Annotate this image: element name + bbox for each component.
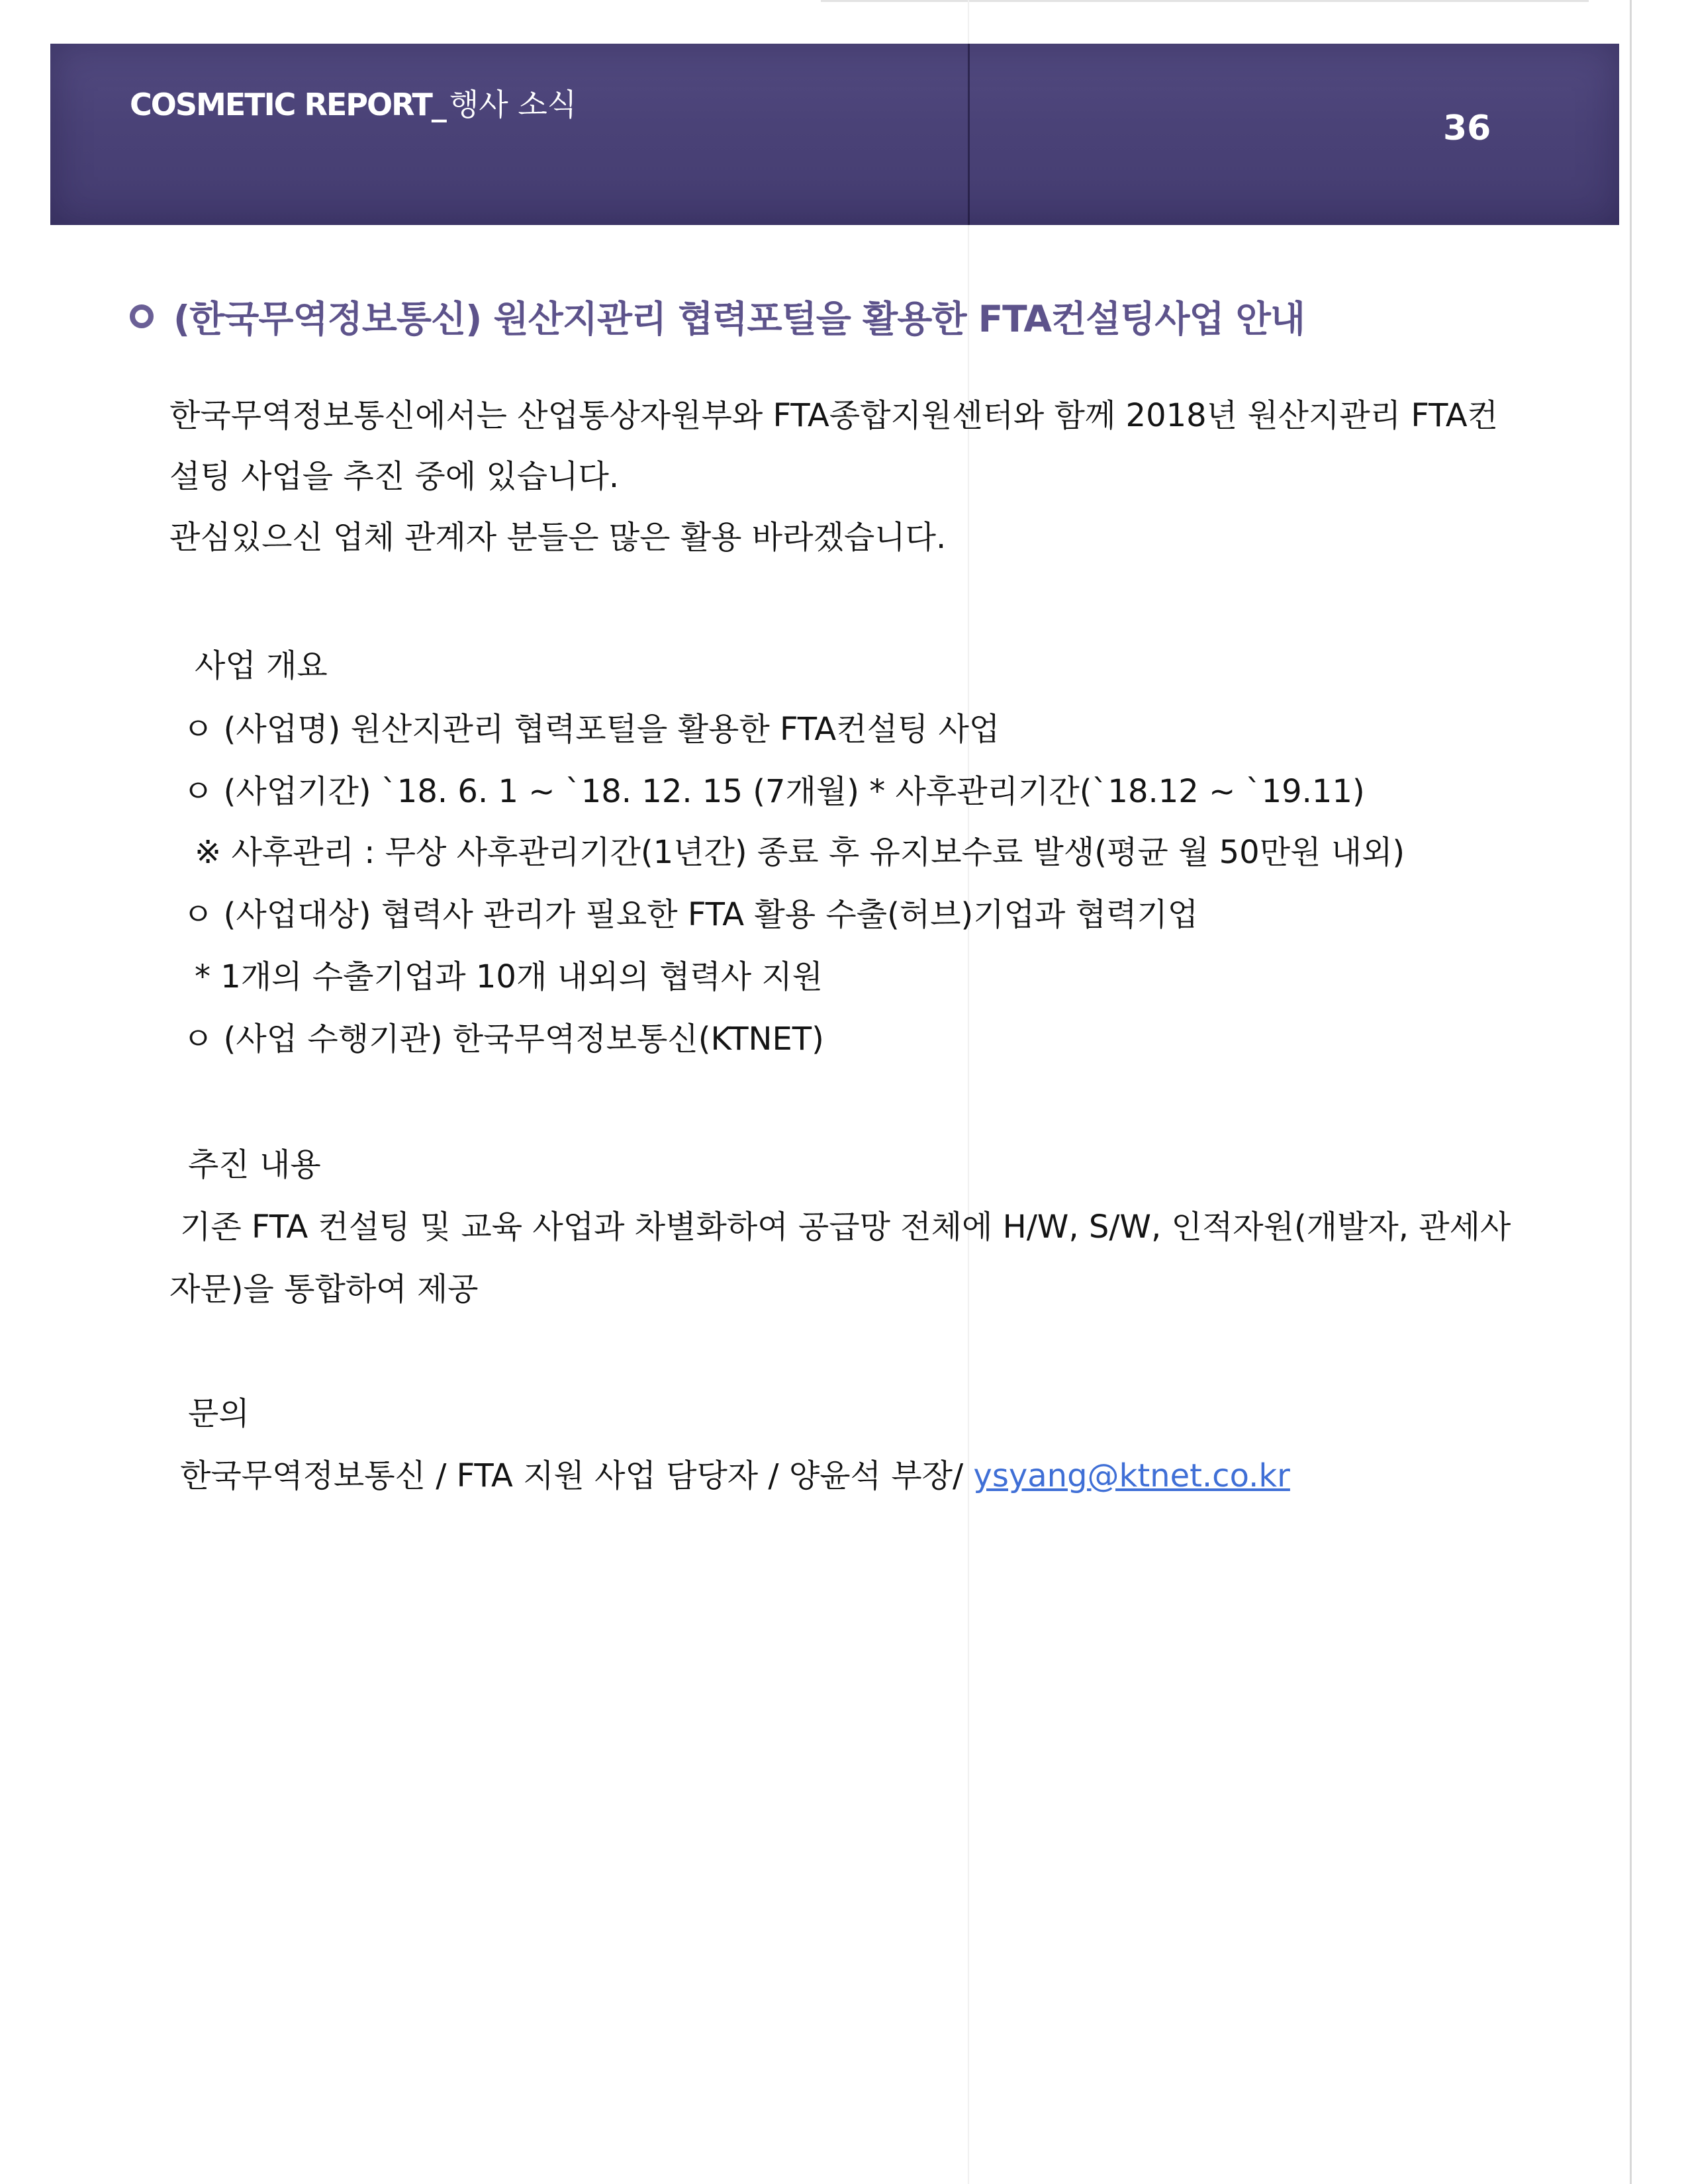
circle-bullet-icon xyxy=(130,304,154,328)
report-title-sub: 행사 소식 xyxy=(449,87,577,122)
header-fold-line xyxy=(968,44,970,225)
contact-title: 문의 xyxy=(188,1395,250,1432)
promotion-line-2: 자문)을 통합하여 제공 xyxy=(169,1271,479,1308)
report-header-band xyxy=(50,44,1619,225)
overview-item-3: ㅇ (사업대상) 협력사 관리가 필요한 FTA 활용 수출(허브)기업과 협력기업 xyxy=(183,896,1199,933)
overview-note-2: * 1개의 수출기업과 10개 내외의 협력사 지원 xyxy=(195,958,823,995)
section-heading-text: (한국무역정보통신) 원산지관리 협력포털을 활용한 FTA컨설팅사업 안내 xyxy=(173,298,1305,340)
page-number: 36 xyxy=(1443,109,1491,148)
promotion-line-1: 기존 FTA 컨설팅 및 교육 사업과 차별화하여 공급망 전체에 H/W, S/W, 인적자원(개발자, 관세사 xyxy=(180,1208,1511,1246)
overview-note-1: ※ 사후관리 : 무상 사후관리기간(1년간) 종료 후 유지보수료 발생(평균 월 50만원 내외) xyxy=(195,834,1405,871)
report-title xyxy=(130,81,577,124)
overview-item-1: ㅇ (사업명) 원산지관리 협력포털을 활용한 FTA컨설팅 사업 xyxy=(183,711,1000,748)
contact-email-link[interactable]: ysyang@ktnet.co.kr xyxy=(973,1457,1290,1494)
overview-title: 사업 개요 xyxy=(195,647,328,684)
contact-text: 한국무역정보통신 / FTA 지원 사업 담당자 / 양윤석 부장/ xyxy=(180,1457,974,1494)
intro-line-2: 설팅 사업을 추진 중에 있습니다. xyxy=(169,458,620,495)
promotion-title: 추진 내용 xyxy=(188,1146,321,1183)
overview-item-4: ㅇ (사업 수행기관) 한국무역정보통신(KTNET) xyxy=(183,1021,824,1058)
overview-item-2: ㅇ (사업기간) `18. 6. 1 ~ `18. 12. 15 (7개월) * 사후관리기간(`18.12 ~ `19.11) xyxy=(183,773,1365,810)
intro-line-1: 한국무역정보통신에서는 산업통상자원부와 FTA종합지원센터와 함께 2018년 원산지관리 FTA컨 xyxy=(169,397,1498,434)
intro-line-3: 관심있으신 업체 관계자 분들은 많은 활용 바라겠습니다. xyxy=(169,519,947,556)
section-heading xyxy=(130,290,1305,342)
scan-edge-right xyxy=(1630,0,1632,2184)
report-title-main: COSMETIC REPORT_ xyxy=(130,87,445,122)
scan-edge-top xyxy=(821,0,1589,2)
contact-line xyxy=(180,1456,1290,1496)
